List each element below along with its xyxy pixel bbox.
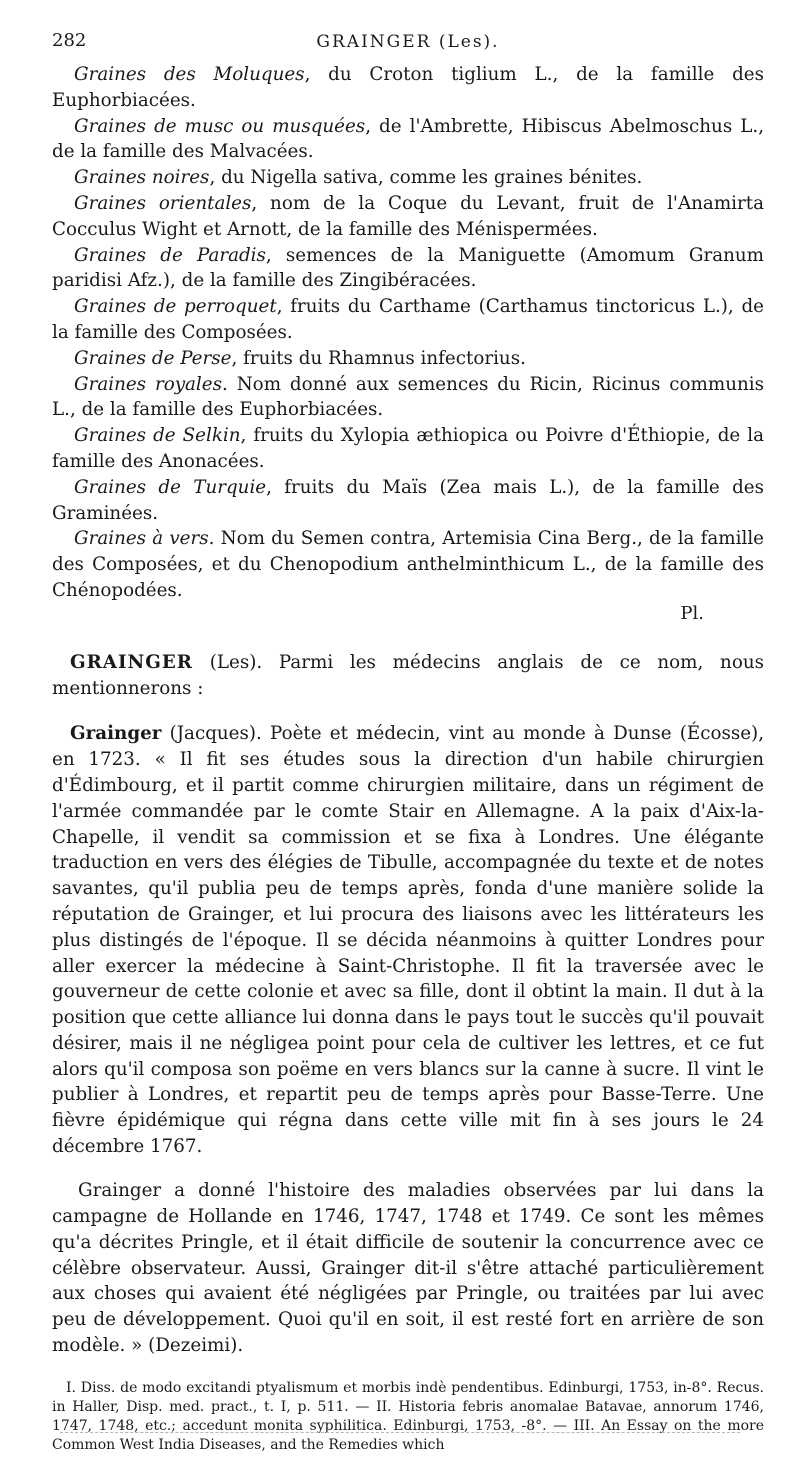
entry-text: , semences de la Maniguette (Amomum Granum paridisi Afz.), de la famille des Zingibéracées. — [52, 244, 764, 292]
dictionary-entry — [52, 243, 764, 295]
entry-text: , fruits du Rhamnus infectorius. — [231, 347, 526, 369]
dictionary-entry — [52, 114, 764, 166]
dictionary-entry — [52, 423, 764, 475]
section-heading-name: GRAINGER — [70, 651, 193, 673]
dictionary-entry — [52, 191, 764, 243]
dictionary-entry — [52, 475, 764, 527]
entry-text: , du Croton tiglium L., de la famille des Euphorbiacées. — [52, 64, 764, 111]
running-head: GRAINGER (Les). — [316, 32, 500, 52]
entry-text: , fruits du Carthame (Carthamus tinctoricus L.), de la famille des Composées. — [52, 296, 764, 343]
entry-term: Graines de musc ou musquées — [74, 115, 366, 137]
entry-term: Graines de Perse — [74, 347, 232, 369]
entry-term: Graines de perroquet — [74, 296, 277, 318]
entry-text: , du Nigella sativa, comme les graines bénites. — [209, 167, 643, 189]
entry-text: , fruits du Maïs (Zea mais L.), de la famille des Graminées. — [52, 476, 764, 524]
dictionary-entry — [52, 526, 764, 603]
entry-text: , de l'Ambrette, Hibiscus Abelmoschus L., de la famille des Malvacées. — [52, 115, 765, 163]
biography-text: (Jacques). Poète et médecin, vint au monde à Dunse (Écosse), en 1723. « Il fit ses études sous la direction d'un habile chirurgien d'Édimbourg, et il partit comme chirurgien militaire, dans un régiment de l'armée commandée par le comte Stair en Allemagne. A la paix d'Aix-la-Chapelle, il vendit sa commission et se fixa à Londres. Une élégante traduction en vers des élégies de Tibulle, accompagnée du texte et de notes savantes, qu'il publia peu de temps après, fonda d'une manière solide la réputation de Grainger, et lui procura des liaisons avec les littérateurs les plus distingés de l'époque. Il se décida néanmoins à quitter Londres pour aller exercer la médecine à Saint-Christophe. Il fit la traversée avec le gouverneur de cette colonie et avec sa fille, dont il obtint la main. Il dut à la position que cette alliance lui donna dans le pays tout le succès qu'il pouvait désirer, mais il ne négligea point pour cela de cultiver les lettres, et ce fut alors qu'il composa son poëme en vers blancs sur la canne à sucre. Il vint le publier à Londres, et repartit peu de temps après pour Basse-Terre. Une fièvre épidémique qui régna dans cette ville mit fin à ses jours le 24 décembre 1767. — [52, 723, 764, 1158]
entry-text: . Nom donné aux semences du Ricin, Ricinus communis L., de la famille des Euphorbiacées. — [52, 373, 764, 421]
entry-term: Graines noires — [74, 167, 210, 189]
entry-term: Graines orientales — [74, 192, 252, 214]
page-number: 282 — [52, 30, 87, 51]
bottom-rule — [60, 1432, 740, 1434]
dictionary-entry — [52, 294, 764, 346]
page-header — [52, 0, 764, 62]
entry-term: Graines royales — [74, 373, 222, 395]
biography-name: Grainger — [70, 723, 162, 745]
dictionary-entry — [52, 62, 764, 114]
entry-text: , fruits du Xylopia æthiopica ou Poivre d'Éthiopie, de la famille des Anonacées. — [52, 425, 764, 472]
biography-paragraph — [52, 721, 764, 1160]
dictionary-entry — [52, 372, 764, 424]
entries-list — [52, 62, 764, 604]
page — [52, 0, 764, 1469]
biography-paragraph-2: Grainger a donné l'histoire des maladies observées par lui dans la campagne de Hollande en 1746, 1747, 1748 et 1749. Ce sont les mêmes qu'a décrites Pringle, et il était difficile de soutenir la concurrence avec ce célèbre observateur. Aussi, Grainger dit-il s'être attaché particulièrement aux choses qui avaient été négligées par Pringle, ou traitées par lui avec peu de développement. Quoi qu'il en soit, il est resté fort en arrière de son modèle. » (Dezeimi). — [52, 1180, 764, 1356]
entry-term: Graines de Paradis — [74, 244, 266, 266]
entry-term: Graines à vers — [74, 528, 209, 550]
section-heading-text: (Les). Parmi les médecins anglais de ce nom, nous mentionnerons : — [52, 651, 764, 699]
entry-term: Graines des Moluques — [74, 64, 305, 85]
dictionary-entry — [52, 346, 764, 372]
entry-text: . Nom du Semen contra, Artemisia Cina Berg., de la famille des Composées, et du Chenopodium anthelminthicum L., de la famille des Chénopodées. — [52, 528, 764, 601]
signature: Pl. — [680, 602, 704, 624]
entry-term: Graines de Selkin — [74, 425, 241, 447]
section-heading — [52, 650, 764, 702]
entry-text: , nom de la Coque du Levant, fruit de l'Anamirta Cocculus Wight et Arnott, de la famille des Ménispermées. — [52, 192, 764, 240]
entry-term: Graines de Turquie — [74, 476, 267, 498]
dictionary-entry — [52, 165, 764, 191]
footnote: I. Diss. de modo excitandi ptyalismum et morbis indè pendentibus. Edinburgi, 1753, in-8°. Recus. in Haller, Disp. med. pract., t. I, p. 511. — II. Historia febris anomalae Batavae, annorum 1746, 1747, 1748, etc.; accedunt monita syphilitica. Edinburgi, 1753, -8°. — III. An Essay on the more Common West India Diseases, and the Remedies which — [52, 1379, 764, 1453]
